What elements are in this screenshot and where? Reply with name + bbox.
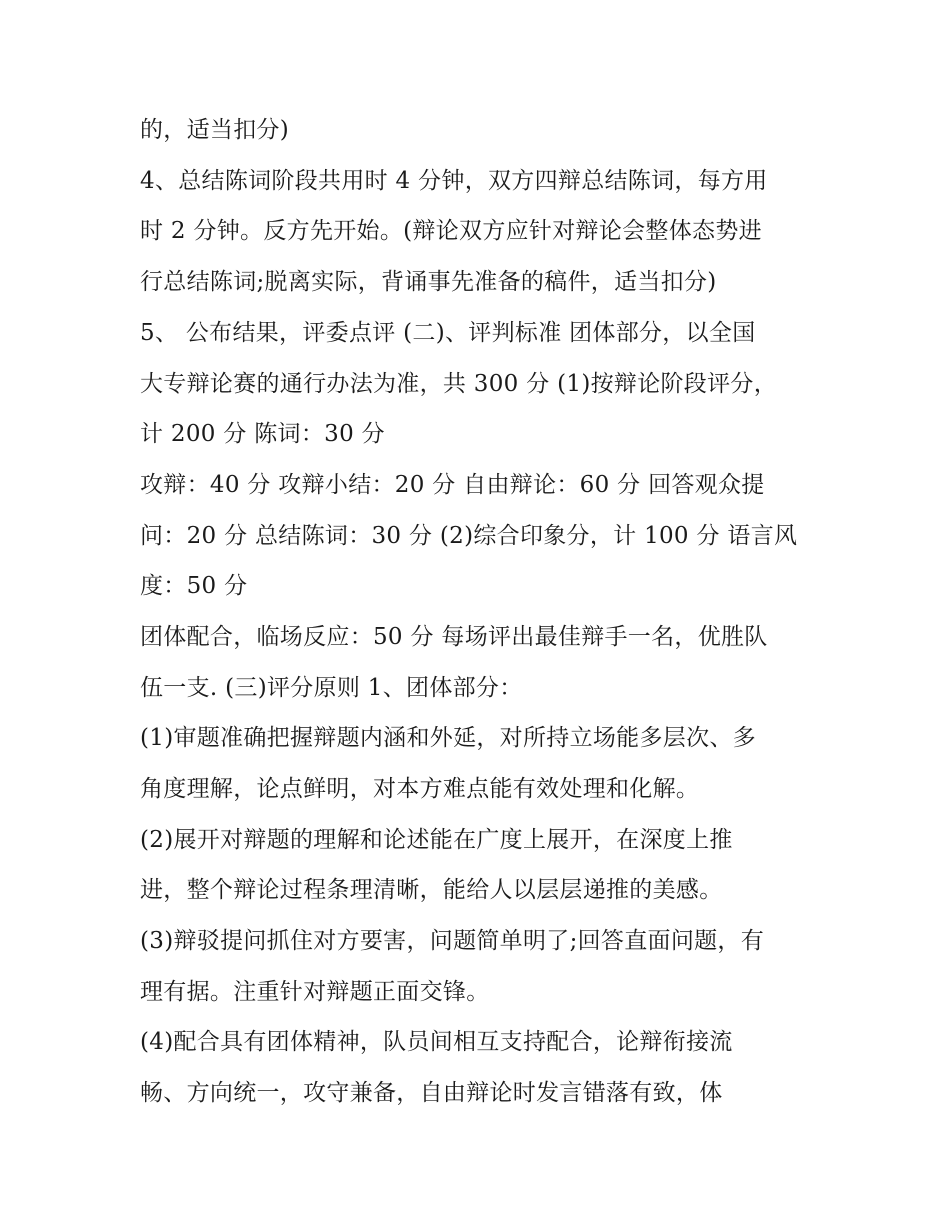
text-line: 攻辩：40 分 攻辩小结：20 分 自由辩论：60 分 回答观众提 [140,472,765,498]
text-line: (2)展开对辩题的理解和论述能在广度上展开，在深度上推 [140,827,733,853]
text-line: 5、 公布结果，评委点评 (二)、评判标准 团体部分，以全国 [140,320,756,346]
text-line: 大专辩论赛的通行办法为准，共 300 分 (1)按辩论阶段评分， [140,371,778,397]
text-line: (3)辩驳提问抓住对方要害，问题简单明了;回答直面问题，有 [140,928,765,954]
text-line: 度：50 分 [140,573,248,599]
text-line: 理有据。注重针对辩题正面交锋。 [140,979,490,1005]
text-line: 行总结陈词;脱离实际，背诵事先准备的稿件，适当扣分) [140,269,717,295]
text-line: 4、总结陈词阶段共用时 4 分钟，双方四辩总结陈词，每方用 [140,168,768,194]
text-line: 的，适当扣分) [140,117,290,143]
text-line: 团体配合，临场反应：50 分 每场评出最佳辩手一名，优胜队 [140,624,768,650]
text-line: (1)审题准确把握辩题内涵和外延，对所持立场能多层次、多 [140,725,756,751]
text-line: 伍一支. (三)评分原则 1、团体部分： [140,675,523,701]
text-line: 畅、方向统一，攻守兼备，自由辩论时发言错落有致，体 [140,1080,723,1106]
text-line: 时 2 分钟。反方先开始。(辩论双方应针对辩论会整体态势进 [140,218,762,244]
text-line: 进，整个辩论过程条理清晰，能给人以层层递推的美感。 [140,877,723,903]
text-line: 角度理解，论点鲜明，对本方难点能有效处理和化解。 [140,776,700,802]
text-line: 计 200 分 陈词：30 分 [140,421,385,447]
text-line: 问：20 分 总结陈词：30 分 (2)综合印象分，计 100 分 语言风 [140,523,798,549]
text-line: (4)配合具有团体精神，队员间相互支持配合，论辩衔接流 [140,1029,733,1055]
